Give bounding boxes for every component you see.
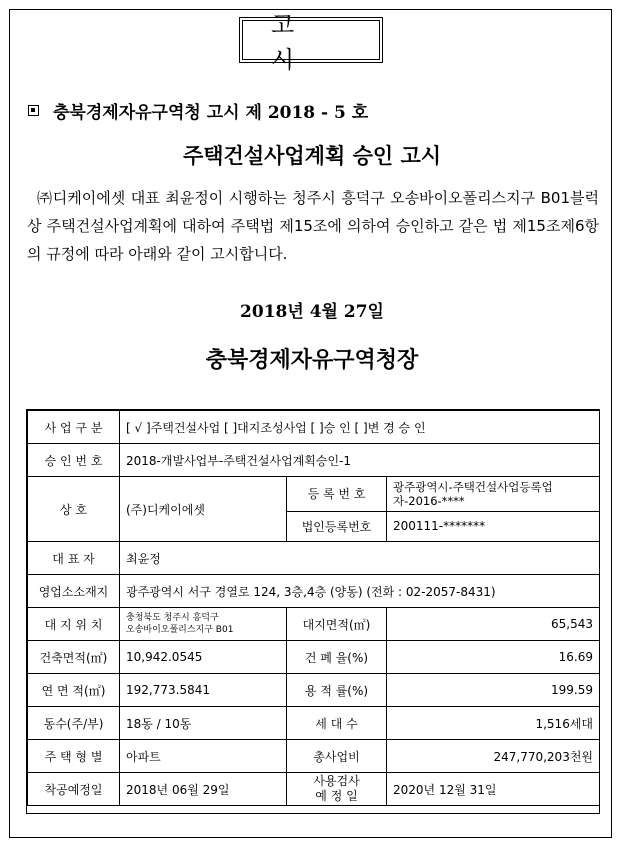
notice-issuer: 충북경제자유구역청장 [205,347,419,373]
start-label: 착공예정일 [28,773,120,806]
site-value-line1: 충청북도 청주시 흥덕구 [126,613,219,623]
notice-body: ㈜디케이에셋 대표 최윤정이 시행하는 청주시 흥덕구 오송바이오폴리스지구 B01블럭 상 주택건설사업계획에 대하여 주택법 제15조에 의하여 승인하고 같은 법 제15조제6항의 규정에 따라 아래와 같이 고시합니다. [27,189,599,263]
table-row [28,542,600,575]
corp-reg-value: 200111-******* [387,511,600,541]
building-area-value: 10,942.0545 [120,641,287,674]
business-type-value: [ √ ]주택건설사업 [ ]대지조성사업 [ ]승 인 [ ]변 경 승 인 [120,411,600,444]
table-row [28,608,600,641]
business-type-label: 사 업 구 분 [28,411,120,444]
coverage-label: 건 폐 율(%) [287,641,387,674]
far-value: 199.59 [387,674,600,707]
corp-reg-label: 법인등록번호 [287,511,387,541]
inspection-label-line1: 사용검사 [313,774,360,788]
notice-number [28,98,368,123]
approval-no-value: 2018-개발사업부-주택건설사업계획승인-1 [120,444,600,477]
table-row [28,740,600,773]
floor-area-label: 연 면 적(㎡) [28,674,120,707]
table-row [28,707,600,740]
ceo-value: 최윤정 [120,542,600,575]
approval-no-label: 승 인 번 호 [28,444,120,477]
far-label: 용 적 률(%) [287,674,387,707]
floor-area-value: 192,773.5841 [120,674,287,707]
reg-no-label: 등 록 번 호 [287,477,387,512]
households-value: 1,516세대 [387,707,600,740]
start-value: 2018년 06월 29일 [120,773,287,806]
table-row [28,477,600,512]
site-label: 대 지 위 치 [28,608,120,641]
total-cost-value: 247,770,203천원 [387,740,600,773]
total-cost-label: 총사업비 [287,740,387,773]
households-label: 세 대 수 [287,707,387,740]
table-row [28,641,600,674]
site-area-value: 65,543 [387,608,600,641]
table-row [28,575,600,608]
reg-no-value: 광주광역시-주택건설사업등록업자-2016-**** [387,477,600,512]
table-row [28,773,600,806]
site-value-line2: 오송바이오폴리스지구 B01 [126,625,234,635]
square-bullet-icon [28,105,39,116]
table-row [28,411,600,444]
table-row [28,674,600,707]
office-value: 광주광역시 서구 경열로 124, 3층,4층 (양동) (전화 : 02-2057-8431) [120,575,600,608]
site-value [120,608,287,641]
buildings-value: 18동 / 10동 [120,707,287,740]
ceo-label: 대 표 자 [28,542,120,575]
office-label: 영업소소재지 [28,575,120,608]
company-value: (주)디케이에셋 [120,477,287,542]
project-info-table [27,410,600,806]
notice-headline: 주택건설사업계획 승인 고시 [182,143,442,168]
site-area-label: 대지면적(㎡) [287,608,387,641]
coverage-value: 16.69 [387,641,600,674]
company-label: 상 호 [28,477,120,542]
housing-type-value: 아파트 [120,740,287,773]
notice-date: 2018년 4월 27일 [240,302,384,322]
document-title: 고 시 [242,20,380,60]
housing-type-label: 주 택 형 별 [28,740,120,773]
notice-number-text: 충북경제자유구역청 고시 제 2018 - 5 호 [53,103,369,123]
inspection-label [287,773,387,806]
inspection-value: 2020년 12월 31일 [387,773,600,806]
buildings-label: 동수(주/부) [28,707,120,740]
building-area-label: 건축면적(㎡) [28,641,120,674]
table-row [28,444,600,477]
inspection-label-line2: 예 정 일 [315,789,358,803]
